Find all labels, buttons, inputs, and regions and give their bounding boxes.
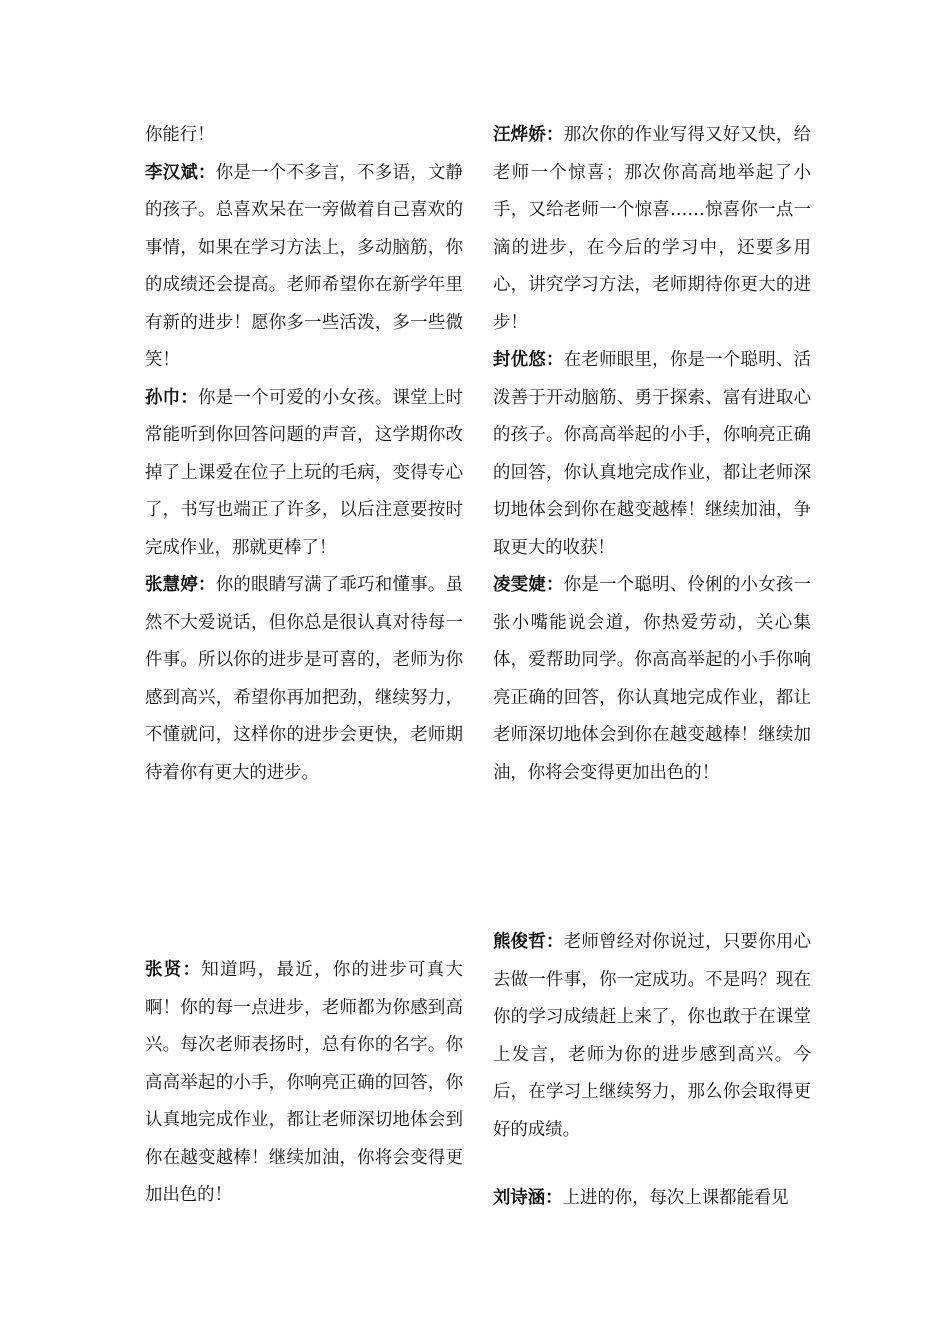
column-bottom-left [145, 952, 463, 1215]
student-name: 汪烨娇： [493, 125, 564, 145]
column-bottom-right [493, 924, 811, 1218]
student-name: 刘诗涵： [493, 1188, 563, 1208]
column-top-right [493, 117, 811, 792]
comment-entry [493, 1180, 811, 1218]
comment-entry [493, 924, 811, 1149]
student-name: 凌雯婕： [493, 575, 564, 595]
comment-entry [145, 567, 463, 792]
student-name: 李汉斌： [145, 162, 216, 183]
comment-entry [145, 155, 463, 380]
comment-text: 你是一个可爱的小女孩。课堂上时常能听到你回答问题的声音，这学期你改掉了上课爱在位子上玩的毛病，变得专心了，书写也端正了许多，以后注意要按时完成作业，那就更棒了！ [145, 387, 463, 558]
column-top-left [145, 117, 463, 792]
comment-entry [145, 380, 463, 568]
comment-text: 那次你的作业写得又好又快，给老师一个惊喜；那次你高高地举起了小手，又给老师一个惊喜……惊喜你一点一滴的进步，在今后的学习中，还要多用心，讲究学习方法，老师期待你更大的进步！ [493, 125, 811, 333]
student-name: 熊俊哲： [493, 932, 564, 952]
comment-text: 你是一个聪明、伶俐的小女孩一张小嘴能说会道，你热爱劳动，关心集体，爱帮助同学。你高高举起的小手你响亮正确的回答，你认真地完成作业，都让老师深切地体会到你在越变越棒！继续加油，你将会变得更加出色的！ [493, 575, 811, 783]
comment-text: 你是一个不多言，不多语，文静的孩子。总喜欢呆在一旁做着自己喜欢的事情，如果在学习方法上，多动脑筋，你的成绩还会提高。老师希望你在新学年里有新的进步！愿你多一些活泼，多一些微笑！ [145, 162, 463, 370]
comment-entry [493, 342, 811, 567]
comment-text: 上进的你，每次上课都能看见 [562, 1188, 789, 1208]
student-name: 封优悠： [493, 350, 564, 370]
intro-line: 你能行！ [145, 125, 215, 145]
comment-entry [145, 952, 463, 1215]
paragraph-gap [493, 1149, 811, 1180]
comment-entry [493, 117, 811, 342]
comment-text: 知道吗，最近，你的进步可真大啊！你的每一点进步，老师都为你感到高兴。每次老师表扬时，总有你的名字。你高高举起的小手，你响亮正确的回答，你认真地完成作业，都让老师深切地体会到你在越变越棒！继续加油，你将会变得更加出色的！ [145, 960, 463, 1205]
student-name: 张贤： [145, 960, 202, 980]
comment-text: 老师曾经对你说过，只要你用心去做一件事，你一定成功。不是吗？现在你的学习成绩赶上来了，你也敢于在课堂上发言，老师为你的进步感到高兴。今后，在学习上继续努力，那么你会取得更好的成绩。 [493, 932, 811, 1140]
student-name: 张慧婷： [145, 575, 216, 595]
comment-text: 在老师眼里，你是一个聪明、活泼善于开动脑筋、勇于探索、富有进取心的孩子。你高高举起的小手，你响亮正确的回答，你认真地完成作业，都让老师深切地体会到你在越变越棒！继续加油，争取更大的收获！ [493, 350, 811, 558]
comment-entry [493, 567, 811, 792]
comment-text: 你的眼睛写满了乖巧和懂事。虽然不大爱说话，但你总是很认真对待每一件事。所以你的进步是可喜的，老师为你感到高兴，希望你再加把劲，继续努力，不懂就问，这样你的进步会更快，老师期待着你有更大的进步。 [145, 575, 463, 783]
student-name: 孙巾： [145, 387, 199, 408]
